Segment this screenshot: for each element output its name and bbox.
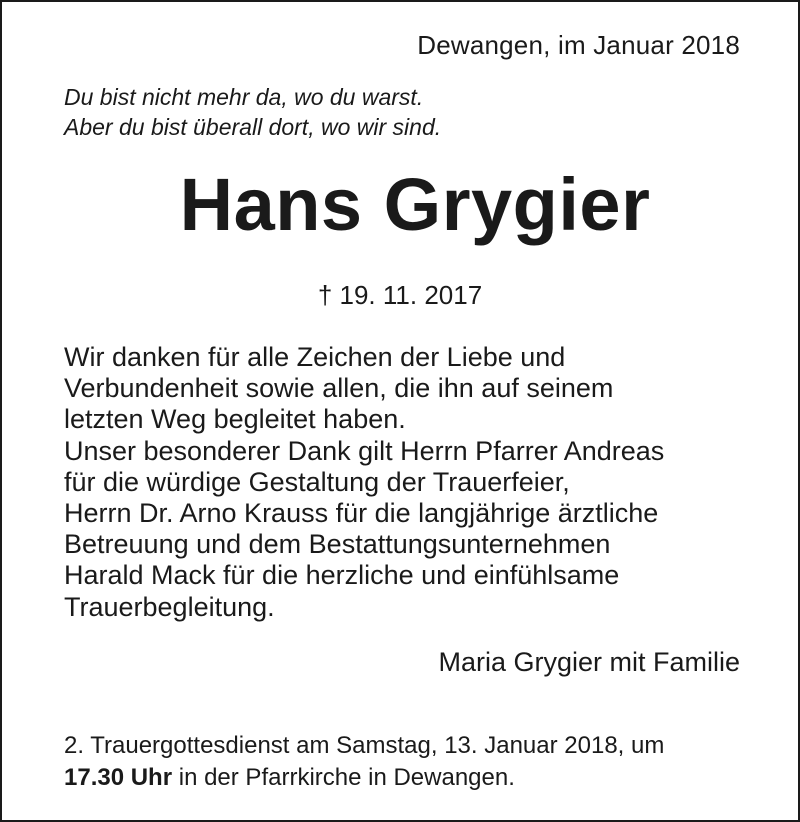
thanks-line: Verbundenheit sowie allen, die ihn auf seinem bbox=[64, 373, 614, 404]
deceased-name: Hans Grygier bbox=[179, 163, 651, 246]
thanks-line: Herrn Dr. Arno Krauss für die langjährige ärztliche bbox=[64, 498, 659, 529]
motto-line-2: Aber du bist überall dort, wo wir sind. bbox=[64, 114, 442, 140]
signature: Maria Grygier mit Familie bbox=[438, 647, 740, 677]
service-line-2 bbox=[64, 762, 764, 794]
motto-line-1: Du bist nicht mehr da, wo du warst. bbox=[64, 84, 424, 110]
death-date: † 19. 11. 2017 bbox=[317, 280, 483, 310]
thanks-line: Wir danken für alle Zeichen der Liebe und bbox=[64, 342, 566, 372]
motto-quote bbox=[64, 82, 441, 142]
service-line-1: 2. Trauergottesdienst am Samstag, 13. Januar 2018, um bbox=[64, 732, 665, 759]
service-info bbox=[64, 730, 764, 794]
thanks-line: letzten Weg begleitet haben. bbox=[64, 404, 406, 435]
thanks-line: für die würdige Gestaltung der Trauerfeier, bbox=[64, 466, 570, 497]
thanks-line: Trauerbegleitung. bbox=[64, 591, 275, 622]
service-location: in der Pfarrkirche in Dewangen. bbox=[172, 764, 515, 791]
thanks-line: Betreuung und dem Bestattungsunternehmen bbox=[64, 529, 611, 560]
place-date: Dewangen, im Januar 2018 bbox=[417, 30, 740, 60]
thanks-line: Harald Mack für die herzliche und einfühlsame bbox=[64, 560, 620, 591]
service-time: 17.30 Uhr bbox=[64, 764, 173, 791]
thanks-line: Unser besonderer Dank gilt Herrn Pfarrer Andreas bbox=[64, 435, 665, 466]
thanks-text bbox=[64, 342, 764, 623]
